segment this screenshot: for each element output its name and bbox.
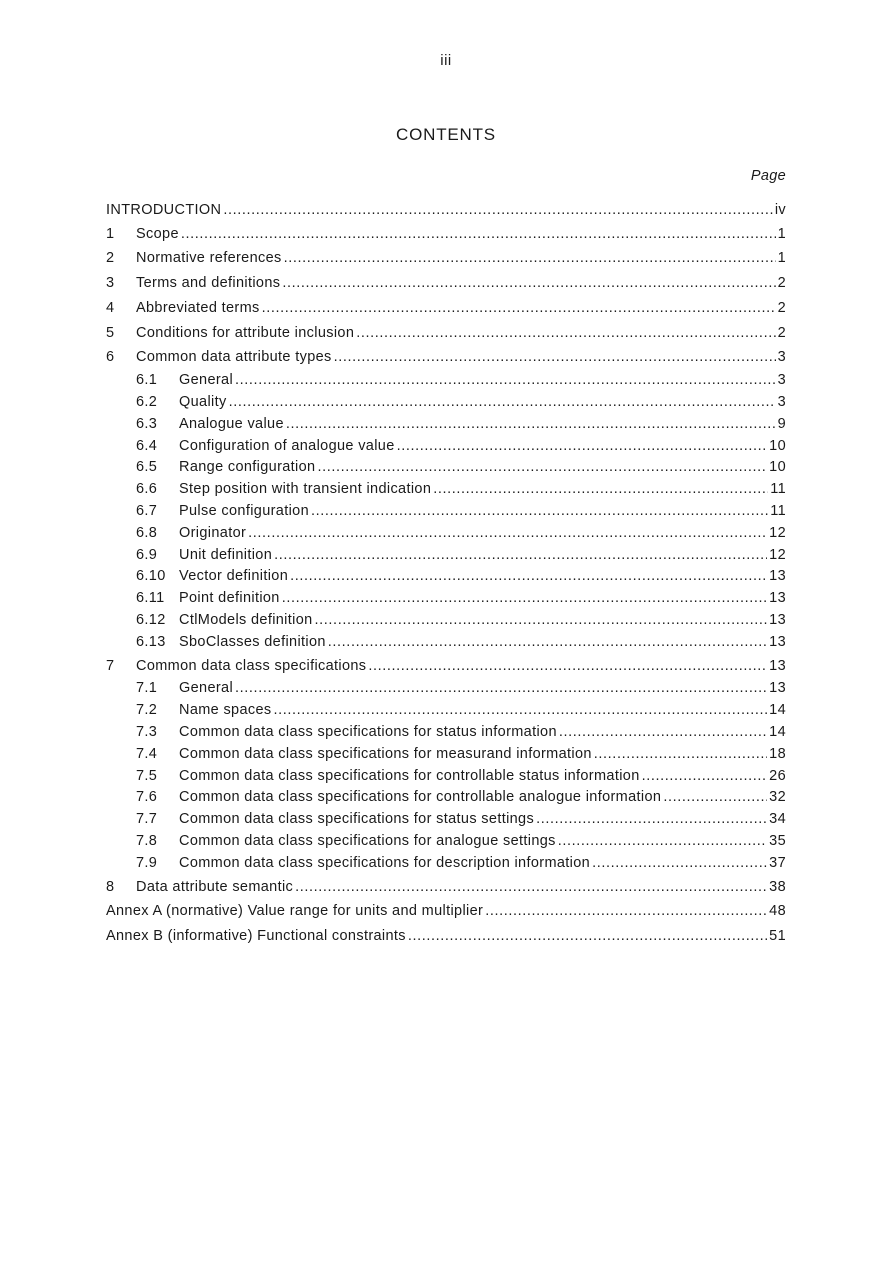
toc-entry-page: 1 [777, 250, 786, 267]
toc-entry[interactable] [106, 588, 786, 610]
toc-entry-number: 7.8 [136, 833, 158, 850]
toc-entry-title: Common data class specifications for measurand information [179, 745, 592, 762]
toc-dot-leader [229, 392, 776, 414]
toc-entry-title: Quality [179, 394, 227, 411]
toc-entry-title: Common data class specifications for description information [179, 854, 591, 871]
toc-entry[interactable] [106, 222, 786, 247]
toc-dot-leader [274, 700, 768, 722]
toc-entry-number: 6.11 [136, 590, 165, 607]
toc-entry[interactable] [106, 321, 786, 346]
toc-dot-leader [311, 501, 768, 523]
toc-entry-page: 11 [770, 503, 786, 520]
toc-entry-title: General [179, 372, 234, 389]
toc-dot-leader [235, 370, 776, 392]
toc-entry-number: 6.1 [136, 372, 158, 389]
toc-entry-page: 51 [769, 928, 786, 945]
toc-dot-leader [558, 831, 767, 853]
toc-entry-page: 18 [769, 745, 786, 762]
toc-entry-title: Common data class specifications for controllable status information [179, 767, 640, 784]
toc-entry[interactable] [106, 632, 786, 654]
toc-entry[interactable] [106, 271, 786, 296]
toc-entry-title: Analogue value [179, 415, 284, 432]
toc-dot-leader [274, 545, 767, 567]
toc-entry-title: CtlModels definition [179, 612, 313, 629]
toc-dot-leader [642, 766, 768, 788]
toc-entry[interactable] [106, 414, 786, 436]
toc-entry-title: Conditions for attribute inclusion [136, 324, 355, 341]
toc-entry-number: 6.5 [136, 459, 158, 476]
toc-entry-page: 13 [769, 568, 786, 585]
toc-entry-page: 11 [770, 481, 786, 498]
toc-dot-leader [334, 345, 776, 370]
toc-entry[interactable] [106, 722, 786, 744]
toc-entry-page: 48 [769, 903, 786, 920]
page-number: iii [440, 52, 452, 69]
table-of-contents [106, 199, 786, 949]
toc-dot-leader [262, 296, 776, 321]
toc-entry-title: Normative references [136, 250, 282, 267]
toc-entry-title: General [179, 680, 234, 697]
toc-dot-leader [559, 722, 767, 744]
toc-entry-page: 12 [769, 524, 786, 541]
toc-entry-page: 14 [769, 724, 786, 741]
toc-entry-page: 12 [769, 546, 786, 563]
toc-dot-leader [223, 199, 772, 222]
toc-entry-title: Common data class specifications for status information [179, 724, 557, 741]
toc-dot-leader [433, 479, 768, 501]
toc-entry-page: 38 [769, 878, 786, 895]
toc-entry-page: 2 [777, 275, 786, 292]
page-column-label: Page [750, 168, 786, 184]
toc-entry-number: 7.1 [136, 680, 158, 697]
toc-entry[interactable] [106, 370, 786, 392]
contents-title: CONTENTS [396, 125, 496, 144]
toc-entry-title: Annex B (informative) Functional constraints [106, 928, 406, 945]
toc-entry-page: 13 [769, 633, 786, 650]
toc-entry-title: Vector definition [179, 568, 289, 585]
toc-entry-number: 7.4 [136, 745, 158, 762]
toc-entry-page: iv [774, 202, 786, 218]
toc-entry-number: 6.4 [136, 437, 158, 454]
toc-entry-title: Unit definition [179, 546, 273, 563]
toc-entry-page: 13 [769, 590, 786, 607]
toc-entry-title: Common data class specifications for status settings [179, 811, 535, 828]
toc-entry-title: INTRODUCTION [106, 202, 222, 218]
toc-entry[interactable] [106, 566, 786, 588]
toc-entry[interactable] [106, 809, 786, 831]
toc-dot-leader [408, 924, 767, 949]
toc-entry[interactable] [106, 392, 786, 414]
toc-entry-number: 7.2 [136, 702, 158, 719]
toc-entry-number: 7.9 [136, 854, 158, 871]
toc-entry-title: Point definition [179, 590, 280, 607]
toc-dot-leader [594, 744, 767, 766]
toc-entry[interactable] [106, 831, 786, 853]
toc-entry-number: 7.6 [136, 789, 158, 806]
toc-entry-page: 3 [777, 372, 786, 389]
toc-entry-number: 6 [106, 349, 115, 366]
toc-entry-page: 34 [769, 811, 786, 828]
toc-dot-leader [282, 271, 775, 296]
toc-entry-number: 6.13 [136, 633, 166, 650]
toc-dot-leader [290, 566, 767, 588]
toc-entry-page: 2 [777, 299, 786, 316]
toc-dot-leader [284, 246, 776, 271]
toc-entry-title: Range configuration [179, 459, 316, 476]
toc-entry[interactable] [106, 545, 786, 567]
toc-entry-page: 13 [769, 680, 786, 697]
toc-entry[interactable] [106, 899, 786, 924]
toc-entry-title: Annex A (normative) Value range for units and multiplier [106, 903, 484, 920]
toc-entry[interactable] [106, 610, 786, 632]
toc-entry-number: 6.10 [136, 568, 166, 585]
toc-entry[interactable] [106, 853, 786, 875]
toc-dot-leader [295, 875, 767, 900]
toc-entry-title: Common data attribute types [136, 349, 332, 366]
toc-entry-page: 9 [777, 415, 786, 432]
toc-entry[interactable] [106, 678, 786, 700]
toc-entry-page: 10 [769, 459, 786, 476]
toc-entry[interactable] [106, 924, 786, 949]
toc-entry-title: Configuration of analogue value [179, 437, 395, 454]
toc-entry-page: 1 [777, 225, 786, 242]
toc-entry-number: 8 [106, 878, 115, 895]
toc-entry-title: Scope [136, 225, 179, 242]
toc-dot-leader [356, 321, 775, 346]
toc-entry-title: Name spaces [179, 702, 272, 719]
toc-entry-title: Terms and definitions [136, 275, 281, 292]
toc-dot-leader [592, 853, 767, 875]
toc-dot-leader [317, 457, 767, 479]
toc-entry[interactable] [106, 766, 786, 788]
toc-entry-number: 3 [106, 275, 115, 292]
toc-dot-leader [536, 809, 767, 831]
toc-dot-leader [235, 678, 767, 700]
toc-entry[interactable] [106, 436, 786, 458]
toc-entry-title: Abbreviated terms [136, 299, 260, 316]
toc-entry-number: 6.7 [136, 503, 158, 520]
toc-entry[interactable] [106, 246, 786, 271]
toc-entry[interactable] [106, 457, 786, 479]
toc-entry-number: 6.9 [136, 546, 158, 563]
toc-entry-page: 10 [769, 437, 786, 454]
toc-entry-title: Pulse configuration [179, 503, 309, 520]
toc-entry[interactable] [106, 744, 786, 766]
toc-dot-leader [397, 436, 768, 458]
toc-entry-title: Originator [179, 524, 247, 541]
toc-entry-title: Common data class specifications [136, 657, 367, 674]
toc-entry-number: 6.6 [136, 481, 158, 498]
toc-entry-title: Data attribute semantic [136, 878, 294, 895]
toc-entry[interactable] [106, 199, 786, 222]
toc-entry-number: 7.3 [136, 724, 158, 741]
toc-entry[interactable] [106, 787, 786, 809]
toc-entry-page: 14 [769, 702, 786, 719]
toc-entry-page: 37 [769, 854, 786, 871]
toc-entry[interactable] [106, 296, 786, 321]
toc-entry-page: 3 [777, 349, 786, 366]
toc-entry-number: 7.7 [136, 811, 158, 828]
toc-entry[interactable] [106, 700, 786, 722]
toc-dot-leader [315, 610, 768, 632]
toc-entry-title: Step position with transient indication [179, 481, 432, 498]
toc-entry-title: SboClasses definition [179, 633, 326, 650]
toc-dot-leader [248, 523, 767, 545]
toc-entry-number: 6.3 [136, 415, 158, 432]
toc-entry-number: 7 [106, 657, 115, 674]
toc-entry-title: Common data class specifications for analogue settings [179, 833, 556, 850]
toc-dot-leader [368, 654, 767, 679]
toc-entry-page: 32 [769, 789, 786, 806]
toc-entry-title: Common data class specifications for controllable analogue information [179, 789, 662, 806]
toc-entry-number: 6.2 [136, 394, 158, 411]
toc-entry-number: 7.5 [136, 767, 158, 784]
toc-dot-leader [328, 632, 767, 654]
toc-dot-leader [181, 222, 776, 247]
toc-entry-number: 2 [106, 250, 115, 267]
toc-entry[interactable] [106, 501, 786, 523]
toc-entry-number: 6.8 [136, 524, 158, 541]
toc-entry-page: 26 [769, 767, 786, 784]
toc-entry[interactable] [106, 875, 786, 900]
toc-entry[interactable] [106, 345, 786, 370]
toc-entry-page: 13 [769, 612, 786, 629]
toc-entry[interactable] [106, 654, 786, 679]
toc-entry-page: 13 [769, 657, 786, 674]
toc-entry[interactable] [106, 479, 786, 501]
toc-entry-number: 6.12 [136, 612, 166, 629]
toc-dot-leader [663, 787, 767, 809]
toc-entry-number: 1 [106, 225, 115, 242]
toc-entry-number: 5 [106, 324, 115, 341]
toc-dot-leader [286, 414, 776, 436]
toc-dot-leader [485, 899, 767, 924]
toc-entry-page: 35 [769, 833, 786, 850]
toc-entry-page: 2 [777, 324, 786, 341]
toc-entry-number: 4 [106, 299, 115, 316]
toc-entry[interactable] [106, 523, 786, 545]
toc-dot-leader [282, 588, 767, 610]
toc-entry-page: 3 [777, 394, 786, 411]
